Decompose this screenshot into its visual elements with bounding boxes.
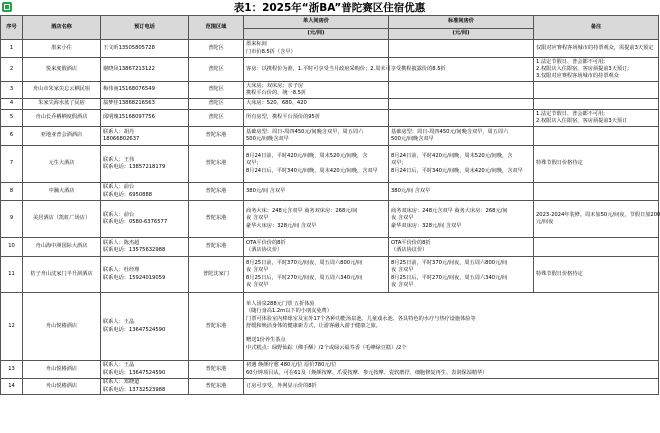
row-standard-price xyxy=(389,201,534,238)
row-single-price xyxy=(244,40,389,58)
row-single-price xyxy=(244,201,389,238)
row-single-price-line: 中式糕点：绿野仙踪（佛手酥）/2个或绿云福寿香（毛峰绿豆糕）/2个 xyxy=(246,344,407,351)
row-seq: 9 xyxy=(1,201,23,238)
row-area: 普陀区 xyxy=(189,40,244,58)
row-single-price-line: 携程平台价的、统一8.5折 xyxy=(246,90,307,96)
row-phone xyxy=(101,40,189,58)
row-area: 普陀区 xyxy=(189,99,244,110)
row-single-price-line: 60分钟项目从，可在61及（焕颜按摩、爪爱按摩、参元按摩、瓷软磨抒、细胞修复再生、表润保湿精华） xyxy=(246,369,488,376)
row-phone-line: 梅伟南15168076549 xyxy=(103,86,155,93)
row-phone-line: 联系电话：13647524590 xyxy=(103,369,166,376)
header-hotel: 酒店名称 xyxy=(23,16,101,40)
row-standard-price-line: 8月24日前，平时420元/间晚，周末520元/间晚，含 xyxy=(391,153,513,160)
row-note-line: 1.法定节假日、普会都不可用; xyxy=(536,58,605,65)
row-single-price xyxy=(244,127,389,146)
table-row xyxy=(1,361,659,379)
row-note-line: 特殊节假日价格待定 xyxy=(536,270,583,277)
table-row xyxy=(1,257,659,293)
row-area: 普陀东港 xyxy=(189,361,244,379)
row-area: 普陀东港 xyxy=(189,201,244,238)
row-standard-price-line xyxy=(391,45,531,52)
row-single-price-line: OTA平价价的8折 xyxy=(246,239,286,246)
row-seq: 3 xyxy=(1,82,23,99)
row-single-price-line: 夜 含双早 xyxy=(246,215,269,222)
row-phone-line: 联系人：王晶 xyxy=(103,362,135,369)
row-phone-line: 联系人：郑晓道 xyxy=(103,379,140,386)
table-row xyxy=(1,82,659,99)
row-note-line: 2.权限店入住限宿，客房须提前3天预订; xyxy=(536,65,629,72)
row-hotel-name: 舟山悦椿酒店 xyxy=(23,293,101,361)
row-single-price-line: 夜 含双早 xyxy=(246,267,269,274)
row-single-price-line xyxy=(246,330,656,337)
row-single-price xyxy=(244,99,389,110)
row-hotel-name: 美居酒店（凯虹广场店） xyxy=(23,201,101,238)
table-row xyxy=(1,379,659,395)
table-row xyxy=(1,127,659,146)
row-phone-line: 联系人：胡丹 xyxy=(103,128,135,135)
row-single-price xyxy=(244,257,389,293)
row-phone-line: 联系电话：13647524590 xyxy=(103,326,166,333)
row-standard-price-line: 双早； xyxy=(391,160,407,167)
row-note-line xyxy=(536,100,656,107)
row-single-price-line: 8月25日后，平时270元/间夜，周五周六340元/间 xyxy=(246,274,363,281)
row-standard-price-line: 豪华双床房：328元/间 含双早 xyxy=(391,222,462,229)
header-standard-unit: (元/间) xyxy=(389,29,534,40)
row-hotel-name: 舟山悦椿酒店 xyxy=(23,361,101,379)
row-phone-line: 邱明瑰15168097756 xyxy=(103,114,155,121)
row-note-line: 3.仅限对应赛程客场城市的持票观众 xyxy=(536,73,619,80)
row-standard-price xyxy=(389,127,534,146)
row-note-line: 特殊节假日价格待定 xyxy=(536,160,583,167)
row-standard-price xyxy=(389,183,534,201)
row-area: 普陀区 xyxy=(189,58,244,82)
row-single-price-line: 大床房；双床房；亲子房 xyxy=(246,82,304,89)
row-area: 普陀东港 xyxy=(189,146,244,183)
row-standard-price-line: （酒店协议价） xyxy=(391,247,428,253)
row-phone xyxy=(101,379,189,395)
header-phone: 预订电话 xyxy=(101,16,189,40)
row-standard-price-line xyxy=(391,86,531,93)
row-standard-price-line: 8月25日后，平时270元/间夜，周五周六340元/间 xyxy=(391,274,508,281)
row-note-line: 1.法定节假日、普会都不可用; xyxy=(536,110,605,117)
row-note-line: 仅限对应赛程客场城市的持票观众，需提前3天预定 xyxy=(536,44,654,51)
row-note xyxy=(534,99,659,110)
row-phone-line: 18066802637 xyxy=(103,136,140,142)
row-phone xyxy=(101,238,189,257)
row-note-line xyxy=(536,86,656,93)
row-phone xyxy=(101,58,189,82)
row-phone-line: 联系电话：13857218179 xyxy=(103,164,166,170)
row-single-price-line: 客房：以携程价为准，1.平时可享受当月政府采购价；2.周末可享受携程披露价的8.5折 xyxy=(246,65,446,72)
row-note xyxy=(534,82,659,99)
row-single-price-line: （随行身高1.2m以下的小朋友免费） xyxy=(246,308,332,315)
row-single-price-line: 商务大床：248元含双早 商务双床房：268元/间 xyxy=(246,208,358,215)
header-area: 范围区域 xyxy=(189,16,244,40)
row-standard-price-line: 8月24日后，平时340元/间晚，周末420元/间晚，含双早 xyxy=(391,167,523,174)
row-single-price-line: 舒缓和焕活身体的健康新方式，让游客融入游于健康之旅。 xyxy=(246,322,381,329)
row-phone-line: 联系电话：13732523988 xyxy=(103,386,166,393)
row-single-price-line: 初遇 焕颜疗愈 480元/位 原价780元/位 xyxy=(246,362,337,369)
header-single: 单人间房价 xyxy=(244,16,389,29)
row-single-price-line: 豪华大床房：328元/间 含双早 xyxy=(246,222,317,229)
row-note-line: 2.权限店入住限宿，客房须提前3天预订 xyxy=(536,118,628,124)
header-seq: 序号 xyxy=(1,16,23,40)
row-phone-line: 翁梦佳13868216563 xyxy=(103,100,155,107)
row-note xyxy=(534,238,659,257)
table-row xyxy=(1,201,659,238)
row-single-price-line: 8月24日后，平时340元/间晚，周末420元/间晚，含双早 xyxy=(246,167,378,174)
row-single-price-line: 赠送1份养生茶点 xyxy=(246,337,286,344)
row-note xyxy=(534,257,659,293)
row-seq: 7 xyxy=(1,146,23,183)
row-seq: 4 xyxy=(1,99,23,110)
row-hotel-name: 朱家尖海水蓝了民宿 xyxy=(23,99,101,110)
row-note xyxy=(534,58,659,82)
row-area: 普陀区 xyxy=(189,110,244,127)
row-seq: 14 xyxy=(1,379,23,395)
row-phone xyxy=(101,293,189,361)
row-seq: 12 xyxy=(1,293,23,361)
row-area: 普陀区 xyxy=(189,82,244,99)
row-note-line: 元/间夜 xyxy=(536,219,554,225)
row-seq: 11 xyxy=(1,257,23,293)
row-seq: 5 xyxy=(1,110,23,127)
row-phone xyxy=(101,110,189,127)
table-row xyxy=(1,238,659,257)
row-standard-price-line: 夜 含双早 xyxy=(391,281,414,288)
table-title: 表1：2025年“浙BA”普陀赛区住宿优惠 xyxy=(233,2,426,14)
header-single-unit: (元/间) xyxy=(244,29,389,40)
row-note xyxy=(534,110,659,127)
row-phone-line: 联系人：王晶 xyxy=(103,319,135,326)
row-hotel-name: 元生大酒店 xyxy=(23,146,101,183)
row-single-price-line: （酒店协议价） xyxy=(246,247,283,253)
row-single-price xyxy=(244,110,389,127)
row-hotel-name: 舟山悦椿酒店 xyxy=(23,379,101,395)
row-standard-price xyxy=(389,257,534,293)
row-seq: 6 xyxy=(1,127,23,146)
row-standard-price-line: 夜 含双早 xyxy=(391,215,414,222)
row-single-price-line: 门市价8.5折（含早） xyxy=(246,48,296,55)
row-single-price xyxy=(244,293,659,361)
row-standard-price-line: 380元/间 含双早 xyxy=(391,187,431,194)
row-note xyxy=(534,40,659,58)
row-note-line xyxy=(536,243,656,250)
row-hotel-name: 亚地亚普会酒酒店 xyxy=(23,127,101,146)
row-standard-price-line: 8月25日前，平时370元/间夜，周五周六800元/间 xyxy=(391,259,508,266)
row-phone xyxy=(101,99,189,110)
row-note-line: 2023-2024年装修。周末加50元/间夜，节假日加200 xyxy=(536,211,660,218)
row-single-price-line: 大床房：520、680、420 xyxy=(246,100,307,107)
row-seq: 1 xyxy=(1,40,23,58)
row-single-price-line: 所有房型，携程平台预价的95折 xyxy=(246,114,321,121)
row-note xyxy=(534,127,659,146)
row-phone-line: 联系电话：13575632988 xyxy=(103,247,166,253)
row-seq: 8 xyxy=(1,183,23,201)
row-standard-price xyxy=(389,146,534,183)
row-standard-price-line: OTA平价价的8折 xyxy=(391,239,431,246)
row-standard-price-line xyxy=(391,100,531,107)
table-row xyxy=(1,146,659,183)
row-note xyxy=(534,146,659,183)
row-area: 普陀东港 xyxy=(189,127,244,146)
row-seq: 13 xyxy=(1,361,23,379)
row-standard-price-line xyxy=(391,114,531,121)
row-hotel-name: 墨来小住 xyxy=(23,40,101,58)
row-single-price-line: 单人汤泉288元门票 五折体验 xyxy=(246,300,315,307)
row-standard-price xyxy=(389,238,534,257)
row-phone-line: 王文昕13505805728 xyxy=(103,44,155,51)
row-phone xyxy=(101,183,189,201)
row-standard-price xyxy=(389,110,534,127)
row-single-price xyxy=(244,361,659,379)
row-single-price xyxy=(244,379,659,395)
row-single-price-line: 基础房型：周日-周四450元/间晚含双早，周五周六 xyxy=(246,128,364,135)
table-row xyxy=(1,58,659,82)
table-row xyxy=(1,110,659,127)
row-phone-line: 联系人：王伟 xyxy=(103,156,135,163)
row-phone-line: 联系人：杜经理 xyxy=(103,267,140,274)
header-note: 备注 xyxy=(534,16,659,40)
row-single-price xyxy=(244,238,389,257)
row-single-price xyxy=(244,183,389,201)
row-single-price-line: 墨来标间 xyxy=(246,41,267,48)
row-standard-price xyxy=(389,40,534,58)
row-area: 普陀沈家门 xyxy=(189,257,244,293)
row-phone xyxy=(101,127,189,146)
row-phone xyxy=(101,201,189,238)
row-hotel-name: 桔子舟山沈家门半升洞酒店 xyxy=(23,257,101,293)
row-phone xyxy=(101,146,189,183)
table-row xyxy=(1,40,659,58)
row-note-line xyxy=(536,132,656,139)
row-seq: 10 xyxy=(1,238,23,257)
row-hotel-name: 舟山市朱家尖忘云栖民宿 xyxy=(23,82,101,99)
row-phone-line: 联系人：前台 xyxy=(103,211,135,218)
row-single-price-line: 门票可体验室内棒球室及室外17个各种功能汤泉池、儿童戏水池、各具特色的水疗与热疗设施体验等 xyxy=(246,315,476,322)
row-area: 普陀东港 xyxy=(189,293,244,361)
row-area: 普陀东港 xyxy=(189,238,244,257)
row-seq: 2 xyxy=(1,58,23,82)
row-standard-price-line: 基础房型：周日-周四450元/间晚含双早，周五周六 xyxy=(391,128,509,135)
row-single-price-line: 订房可享受，外网显示价的8折 xyxy=(246,382,317,389)
row-note xyxy=(534,201,659,238)
row-note-line xyxy=(536,188,656,195)
row-single-price-line: 双早； xyxy=(246,160,262,167)
row-standard-price xyxy=(389,82,534,99)
row-hotel-name: 舟山海中洲国际大酒店 xyxy=(23,238,101,257)
row-single-price-line: 8月24日前，平时420元/间晚，周末520元/间晚，含 xyxy=(246,153,368,160)
row-standard-price-line: 500元/间晚含双早 xyxy=(391,136,434,142)
row-single-price-line: 500元/间晚含双早 xyxy=(246,136,289,142)
row-single-price-line: 380元/间 含双早 xyxy=(246,187,286,194)
row-standard-price-line: 商务双床房：248元含双早 商务大床房：268元/间 xyxy=(391,208,508,215)
row-single-price-line: 8月25日前，平时370元/间夜，周五周六800元/间 xyxy=(246,259,363,266)
row-phone xyxy=(101,82,189,99)
row-hotel-name: 中瀚大酒店 xyxy=(23,183,101,201)
row-standard-price-line: 夜 含双早 xyxy=(391,267,414,274)
row-note xyxy=(534,183,659,201)
row-area: 普陀东港 xyxy=(189,379,244,395)
row-standard-price xyxy=(389,99,534,110)
row-hotel-name: 舟山长乔栖栖度假酒店 xyxy=(23,110,101,127)
table-row xyxy=(1,183,659,201)
row-hotel-name: 悦来度假酒店 xyxy=(23,58,101,82)
row-area: 普陀东港 xyxy=(189,183,244,201)
row-phone xyxy=(101,361,189,379)
row-phone-line: 谢晓凤13867213122 xyxy=(103,65,155,72)
table-row xyxy=(1,99,659,110)
row-phone-line: 联系电话：6950888 xyxy=(103,191,153,198)
row-phone-line: 联系人：陈杰超 xyxy=(103,239,140,246)
row-single-price-line: 夜 含双早 xyxy=(246,281,269,288)
header-standard: 标准间房价 xyxy=(389,16,534,29)
row-single-price xyxy=(244,146,389,183)
row-phone-line: 联系人：前台 xyxy=(103,184,135,191)
row-phone-line: 联系电话：0580-6376577 xyxy=(103,219,168,225)
row-phone xyxy=(101,257,189,293)
row-phone-line: 联系电话：15924019059 xyxy=(103,274,166,281)
table-row xyxy=(1,293,659,361)
row-single-price xyxy=(244,82,389,99)
row-single-price xyxy=(244,58,446,82)
